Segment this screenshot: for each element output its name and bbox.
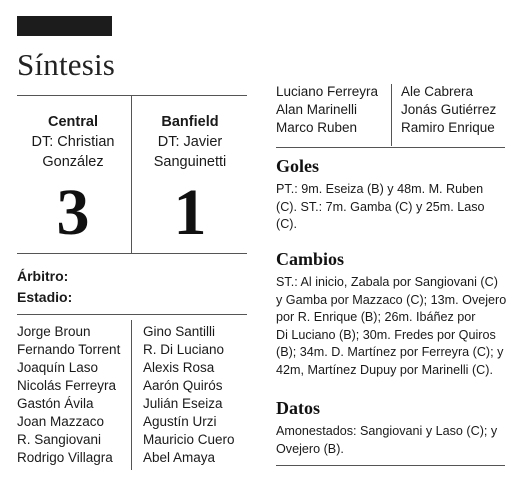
cambios-line: Di Luciano (B); 30m. Fredes por Quiros xyxy=(276,327,496,342)
home-player: Nicolás Ferreyra xyxy=(17,378,117,393)
home-score: 3 xyxy=(56,176,90,249)
cambios-line: ST.: Al inicio, Zabala por Sangiovani (C) xyxy=(276,275,498,289)
cambios-heading: Cambios xyxy=(276,249,345,269)
section-label-bar xyxy=(17,16,112,36)
cambios-line: por R. Enrique (B); 26m. Ibáñez por xyxy=(276,310,476,325)
home-team-block xyxy=(17,112,129,172)
away-player: Abel Amaya xyxy=(143,450,216,465)
referee-label: Árbitro: xyxy=(17,268,69,284)
datos-line: Ovejero (B). xyxy=(276,441,344,456)
home-player: R. Sangiovani xyxy=(17,432,102,447)
away-player: Julián Eseiza xyxy=(143,396,223,411)
away-player: Aarón Quirós xyxy=(143,378,223,393)
away-player: Ale Cabrera xyxy=(401,84,474,99)
cambios-line: y Gamba por Mazzaco (C); 13m. Ovejero xyxy=(276,292,507,307)
away-player: Jonás Gutiérrez xyxy=(401,102,497,117)
datos-line: Amonestados: Sangiovani y Laso (C); y xyxy=(276,424,498,438)
goles-text xyxy=(276,181,514,234)
divider-score-column xyxy=(131,95,132,253)
away-player: Agustín Urzi xyxy=(143,414,217,429)
divider-top xyxy=(17,95,247,96)
home-player: Joaquín Laso xyxy=(17,360,99,375)
divider-score-bottom xyxy=(17,253,247,254)
home-lineup-part1 xyxy=(17,323,120,467)
divider-lineups-right xyxy=(391,84,392,146)
divider-bottom xyxy=(276,465,505,466)
home-player: Gastón Ávila xyxy=(17,396,94,411)
home-coach-line1: DT: Christian xyxy=(31,134,115,150)
divider-info-bottom xyxy=(17,314,247,315)
cambios-line: (B); 34m. D. Martínez por Ferreyra (C); y xyxy=(276,345,504,360)
away-coach-line1: DT: Javier xyxy=(157,134,223,150)
goles-line: PT.: 9m. Eseiza (B) y 48m. M. Ruben xyxy=(276,182,484,196)
datos-text xyxy=(276,423,514,458)
away-lineup-part1 xyxy=(143,323,235,467)
away-player: Alexis Rosa xyxy=(143,360,215,375)
goles-heading: Goles xyxy=(276,156,319,176)
away-player: R. Di Luciano xyxy=(143,342,225,357)
home-coach-line2: González xyxy=(42,154,104,170)
goles-line: (C). xyxy=(276,217,297,232)
away-lineup-part2 xyxy=(401,83,496,137)
home-player: Fernando Torrent xyxy=(17,342,121,357)
away-coach-line2: Sanguinetti xyxy=(153,154,227,170)
home-lineup-part2 xyxy=(276,83,378,137)
away-score: 1 xyxy=(173,176,207,249)
goles-line: (C). ST.: 7m. Gamba (C) y 25m. Laso xyxy=(276,199,485,214)
away-player: Gino Santilli xyxy=(143,324,216,339)
away-team-block xyxy=(134,112,246,172)
home-team-name: Central xyxy=(48,114,98,130)
cambios-line: 42m, Martínez Dupuy por Marinelli (C). xyxy=(276,362,493,377)
datos-heading: Datos xyxy=(276,398,320,418)
stadium-label: Estadio: xyxy=(17,289,73,305)
divider-lineups-end xyxy=(276,147,505,148)
away-player: Ramiro Enrique xyxy=(401,120,495,135)
home-player: Jorge Broun xyxy=(17,324,91,339)
home-player: Marco Ruben xyxy=(276,120,358,135)
page-title: Síntesis xyxy=(17,47,116,82)
home-player: Alan Marinelli xyxy=(276,102,358,117)
cambios-text xyxy=(276,274,514,380)
away-team-name: Banfield xyxy=(161,114,219,130)
divider-lineups-left xyxy=(131,320,132,470)
home-player: Joan Mazzaco xyxy=(17,414,105,429)
away-player: Mauricio Cuero xyxy=(143,432,235,447)
home-player: Luciano Ferreyra xyxy=(276,84,379,99)
home-player: Rodrigo Villagra xyxy=(17,450,113,465)
